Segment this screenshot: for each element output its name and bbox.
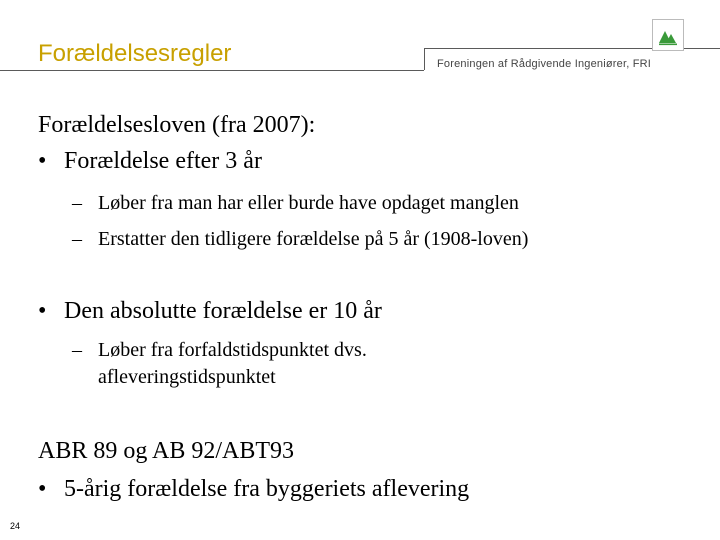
header-rule-left (0, 70, 424, 71)
bullet-text: Den absolutte forældelse er 10 år (64, 298, 382, 324)
organization-name: Foreningen af Rådgivende Ingeniører, FRI (437, 58, 652, 70)
sub-bullet-item (72, 192, 519, 215)
dash-glyph: – (72, 192, 82, 214)
bullet-glyph: • (38, 298, 47, 324)
header-rule-step (424, 48, 425, 70)
bullet-item (38, 298, 382, 325)
bullet-item (38, 148, 262, 175)
section-heading-abr: ABR 89 og AB 92/ABT93 (38, 438, 295, 464)
dash-glyph: – (72, 228, 82, 250)
sub-bullet-item (72, 339, 367, 362)
slide-title: Forældelsesregler (38, 40, 232, 67)
fri-logo-icon (652, 19, 684, 51)
section-heading-forældelsesloven: Forældelsesloven (fra 2007): (38, 112, 316, 138)
bullet-text: 5-årig forældelse fra byggeriets aflevering (64, 476, 470, 502)
bullet-item (38, 476, 470, 503)
sub-bullet-text: Løber fra forfaldstidspunktet dvs. (98, 339, 367, 361)
sub-bullet-text-continued: afleveringstidspunktet (98, 366, 276, 388)
sub-bullet-text: Løber fra man har eller burde have opdaget manglen (98, 192, 519, 214)
sub-bullet-item (72, 228, 529, 251)
dash-glyph: – (72, 339, 82, 361)
sub-bullet-text: Erstatter den tidligere forældelse på 5 år (1908-loven) (98, 228, 529, 250)
page-number: 24 (10, 521, 21, 531)
bullet-glyph: • (38, 476, 47, 502)
bullet-glyph: • (38, 148, 47, 174)
bullet-text: Forældelse efter 3 år (64, 148, 262, 174)
